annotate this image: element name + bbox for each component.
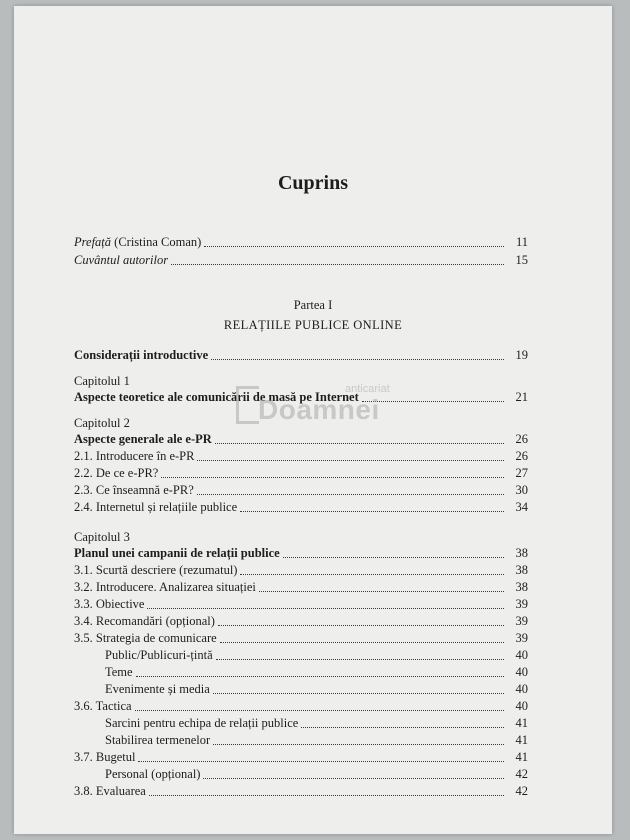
toc-entry-intro — [74, 347, 528, 363]
chapter-heading: Capitolul 3 — [74, 530, 130, 544]
dot-leader — [259, 590, 504, 592]
toc-entry-preface — [74, 234, 528, 250]
toc-subentry — [105, 766, 528, 782]
dot-leader — [149, 794, 504, 796]
page-number: 40 — [515, 665, 528, 679]
entry-label: 2.4. Internetul și relațiile publice — [74, 500, 238, 514]
toc-entry — [74, 783, 528, 799]
dot-leader — [171, 263, 504, 265]
part-name: RELAȚIILE PUBLICE ONLINE — [223, 318, 403, 332]
page-number: 15 — [515, 253, 528, 267]
entry-label: Aspecte teoretice ale comunicării de masă pe Internet — [74, 390, 359, 404]
dot-leader — [135, 709, 504, 711]
dot-leader — [213, 692, 504, 694]
dot-leader — [197, 459, 504, 461]
page-number: 38 — [515, 580, 528, 594]
page-number: 11 — [515, 235, 528, 249]
entry-label: Planul unei campanii de relații publice — [74, 546, 280, 560]
toc-entry — [74, 448, 528, 464]
watermark-subtext: anticariat — [345, 383, 390, 395]
dot-leader — [203, 777, 504, 779]
watermark-logo-mark — [236, 386, 259, 424]
page-title: Cuprins — [277, 172, 349, 194]
entry-label: Considerații introductive — [74, 348, 209, 362]
toc-entry — [74, 562, 528, 578]
toc-entry-chapter2 — [74, 431, 528, 447]
dot-leader — [362, 400, 504, 402]
page-number: 19 — [515, 348, 528, 362]
chapter-heading: Capitolul 1 — [74, 374, 130, 388]
entry-label: 2.2. De ce e-PR? — [74, 466, 159, 480]
entry-label: 3.1. Scurtă descriere (rezumatul) — [74, 563, 238, 577]
entry-label-italic: Prefață — [74, 235, 112, 249]
entry-label: 3.3. Obiective — [74, 597, 145, 611]
entry-label: 2.3. Ce înseamnă e-PR? — [74, 483, 194, 497]
toc-entry — [74, 579, 528, 595]
entry-label-italic: Cuvântul autorilor — [74, 253, 169, 267]
part-number: Partea I — [293, 298, 333, 312]
dot-leader — [197, 493, 504, 495]
toc-entry — [74, 596, 528, 612]
page-number: 41 — [515, 716, 528, 730]
entry-label: Sarcini pentru echipa de relații publice — [105, 716, 299, 730]
page-number: 34 — [515, 500, 528, 514]
page-number: 21 — [515, 390, 528, 404]
toc-subentry — [105, 681, 528, 697]
dot-leader — [283, 556, 504, 558]
toc-subentry — [105, 715, 528, 731]
dot-leader — [240, 510, 504, 512]
entry-label: Teme — [105, 665, 133, 679]
bleed-through-text — [44, 62, 604, 162]
dot-leader — [240, 573, 504, 575]
toc-entry — [74, 482, 528, 498]
watermark-text: Doamnei — [258, 394, 380, 425]
dot-leader — [216, 658, 504, 660]
page-number: 39 — [515, 614, 528, 628]
dot-leader — [218, 624, 504, 626]
toc-subentry — [105, 647, 528, 663]
page-number: 39 — [515, 597, 528, 611]
dot-leader — [211, 358, 504, 360]
page-number: 40 — [515, 699, 528, 713]
page-number: 41 — [515, 733, 528, 747]
page-number: 26 — [515, 432, 528, 446]
toc-subentry — [105, 732, 528, 748]
page-number: 38 — [515, 546, 528, 560]
page-number: 40 — [515, 682, 528, 696]
toc-entry — [74, 465, 528, 481]
page-number: 26 — [515, 449, 528, 463]
toc-entry-authors-word — [74, 252, 528, 268]
page-number: 39 — [515, 631, 528, 645]
entry-label: Aspecte generale ale e-PR — [74, 432, 212, 446]
page-number: 38 — [515, 563, 528, 577]
toc-entry — [74, 749, 528, 765]
dot-leader — [215, 442, 504, 444]
page-number: 42 — [515, 784, 528, 798]
toc-entry-chapter3 — [74, 545, 528, 561]
entry-label: Evenimente și media — [105, 682, 210, 696]
toc-entry — [74, 698, 528, 714]
dot-leader — [136, 675, 504, 677]
entry-label: 3.6. Tactica — [74, 699, 132, 713]
entry-label-rest: (Cristina Coman) — [111, 235, 202, 249]
toc-entry — [74, 499, 528, 515]
dot-leader — [147, 607, 504, 609]
entry-label: 3.2. Introducere. Analizarea situației — [74, 580, 256, 594]
toc-entry — [74, 613, 528, 629]
toc-subentry — [105, 664, 528, 680]
entry-label: 3.7. Bugetul — [74, 750, 136, 764]
page-number: 40 — [515, 648, 528, 662]
chapter-heading: Capitolul 2 — [74, 416, 130, 430]
dot-leader — [138, 760, 504, 762]
entry-label: Personal (opțional) — [105, 767, 201, 781]
page-number: 30 — [515, 483, 528, 497]
page-number: 41 — [515, 750, 528, 764]
toc-entry — [74, 630, 528, 646]
entry-label: 2.1. Introducere în e-PR — [74, 449, 195, 463]
dot-leader — [213, 743, 504, 745]
dot-leader — [301, 726, 504, 728]
entry-label: Public/Publicuri-țintă — [105, 648, 213, 662]
entry-label: Stabilirea termenelor — [105, 733, 211, 747]
entry-label: 3.4. Recomandări (opțional) — [74, 614, 215, 628]
dot-leader — [220, 641, 504, 643]
entry-label: 3.5. Strategia de comunicare — [74, 631, 217, 645]
dot-leader — [204, 245, 504, 247]
page-number: 42 — [515, 767, 528, 781]
dot-leader — [161, 476, 504, 478]
entry-label: 3.8. Evaluarea — [74, 784, 146, 798]
page-number: 27 — [515, 466, 528, 480]
